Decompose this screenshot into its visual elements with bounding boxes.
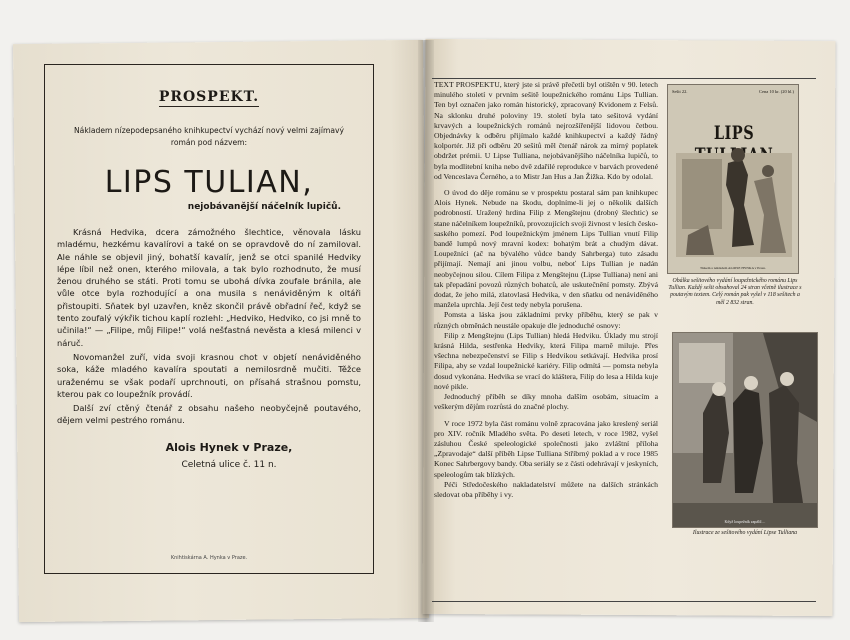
robbers-scene-icon — [673, 333, 818, 528]
prospectus-intro: Nákladem nízepodepsaného knihkupectví vychází nový velmi zajímavý román pod názvem: — [74, 126, 344, 147]
article-paragraph: TEXT PROSPEKTU, který jste si právě přečetli byl otištěn v 90. letech minulého století v prvním sešitě loupežnického románu Lips Tullian. Ten byl označen jako román historický, zpracovaný Kvidonem z Felsů. Na sklonku druhé poloviny 19. století byla tato sešitová vydání krvavých a loupežnických románů nejrozšířenější lidovou četbou. Objednávky k odběru přijímalo každé knihkupectví a každý řádný kolportér. Již při odběru 20 sešitů měl čtenář nárok za mírný poplatek obdržet prémii. U Lipse Tulliana, nejobávanějšího náčelníka lupičů, to byla modlitební kniha nebo dvě zdařilé reprodukce v barvách provedené od Venceslava Černého, a to Mistr Jan Hus a Jan Žižka. Kdo by odolal. — [434, 80, 658, 181]
printer-imprint: Knihtiskárna A. Hynka v Praze. — [170, 555, 248, 561]
cover-footer: Tiskem a nákladem ALOISE HYNKA v Praze. — [700, 266, 766, 270]
article-paragraph: Pomsta a láska jsou základními prvky příběhu, který se pak v různých obměnách neustále opakuje dle jednoduché osnovy: — [434, 310, 658, 330]
prospectus-heading: PROSPEKT. — [158, 89, 260, 105]
cover-title: LIPS — [713, 121, 755, 144]
article-paragraph: Péči Středočeského nakladatelství můžete na dalších stránkách sledovat oba příběhy i vy. — [434, 479, 658, 499]
prospectus-paragraph: Krásná Hedvika, dcera zámožného šlechtice, věnovala lásku mladému, hezkému kavalírovi a také on se opravdově do ní zamiloval. Ale náhle se objevil jiný, bohatší kavalír, jenž se otci spanilé Hedviky lépe líbil než onen, kterého milovala, a tak bylo rozhodnuto, že musí ženou druhého se státi. Proti tomu se ubohá dívka zoufale bránila, ale vůle otce byla rozhodující a ona musila s nenáviděným k oltáři přistoupiti. Sňatek byl uzavřen, kněz skončil právě obřadní řeč, když se tento zoufalý výkřik tichou kaplí rozlehl: „Hedviko, Hedviko, co jsi mně to učinila!“ — „Filipe, můj Filipe!“ volá nešťastná nevěsta a klesá milenci v náruč. — [57, 227, 361, 348]
illustration-image — [672, 332, 818, 528]
illustration-inner-caption: Když loupežník zapálil… — [724, 519, 766, 524]
prospectus-frame — [44, 64, 374, 574]
article-paragraph: V roce 1972 byla část románu volně zpracována jako kreslený seriál pro XIV. ročník Mladého světa. Po deseti letech, v roce 1982, vyšel zásluhou České speleologické společnosti jako zvláštní příloha „Zpravodaje“ další příběh Lipse Tulliana Stříbrný poklad a v roce 1985 Konec Sahrbergovy bandy. Oba seriály se z části odehrávají v jeskyních, speleologům tak blízkých. — [434, 418, 658, 479]
article-paragraph: Jednoduchý příběh se díky mnoha dalším osobám, situacím a veškerým dějům rozrůstá do značné plochy. — [434, 392, 658, 412]
article-paragraph: Filip z Mengštejnu (Lips Tullian) hledá Hedviku. Úklady mu strojí krásná Hilda, sestřenka Hedviky, která Filipa marně miluje. Přes všechna nebezpečenství se Filip s Hedvikou setkávají. Hedvika prosí Filipa, aby se vzdal loupežnické kariéry. Filip odmítá — pomsta nebyla dosud vykonána. Hedvika se vrací do kláštera, Filip do lesa a Hilda kuje nové pikle. — [434, 330, 658, 391]
top-rule — [432, 78, 816, 79]
cover-issue: Sešit 22. — [672, 89, 688, 94]
cover-price: Cena 10 kr. (20 hl.) — [759, 89, 794, 94]
article-paragraph: O úvod do děje románu se v prospektu postaral sám pan knihkupec Alois Hynek. Nebude na škodu, doplníme-li jej o několik dalších podrobností. Uražený hrdina Filip z Mengštejnu (drobný šlechtic) se stane náčelníkem loupežníků, provozujících svoji živnost v lesích česko-saského pomezí. Pod loupežnickým jménem Lips Tullian vnutí Filip bandě lumpů nový mravní kodex: bohatým brát a chudým dávat. Loupežníci (ač na bývalého vůdce bandy Sahrberga) tuto zásadu přijímají. Nemají ani jinou volbu, neboť Lips Tullian je nadán neobyčejnou silou. Cílem Filipa z Mengštejnu (Lipse Tulliana) není ani tak přepadání povozů různých bohatců, ale uskutečnění pomsty. Zbývá dodat, že jeho milá, zlatovlasá Hedvika, v den sňatku od nenáviděného manžela uprchla. Její čest tedy nebyla porušena. — [434, 188, 658, 310]
cover-caption: Obálka sešitového vydání loupežnického románu Lips Tullian. Každý sešit obsahoval 24 stran včetně ilustrace s poutavým textem. Celý román pak vyšel v 118 sešitech a měl 2 832 stran. — [668, 278, 802, 306]
cover-image — [667, 84, 799, 274]
prospectus-body — [57, 226, 361, 427]
book-gutter — [418, 40, 434, 622]
publisher-name: Alois Hynek v Praze, — [165, 440, 293, 454]
cover-illustration-icon — [668, 85, 799, 274]
illustration-caption: Ilustrace ze sešitového vydání Lipse Tulliana — [692, 530, 798, 536]
prospectus-paragraph: Další zví ctěný čtenář z obsahu našeho neobyčejně poutavého, dějem velmi pestrého románu. — [57, 403, 361, 426]
novel-subtitle: nejobávanější náčelník lupičů. — [187, 202, 341, 212]
bottom-rule — [432, 601, 816, 602]
prospectus-paragraph: Novomanžel zuří, vida svoji krasnou chot v objetí nenáviděného soka, káže mladého kavalíra spoutati a nemilosrdně mučiti. Těžce uraženému se však podaří uprchnouti, on přísahá strašnou pomstu, kterou pak co loupežník provádí. — [57, 351, 361, 399]
publisher-address: Celetná ulice č. 11 n. — [181, 459, 277, 470]
novel-title: LIPS TULIAN, — [104, 165, 314, 200]
article-text — [434, 80, 658, 600]
